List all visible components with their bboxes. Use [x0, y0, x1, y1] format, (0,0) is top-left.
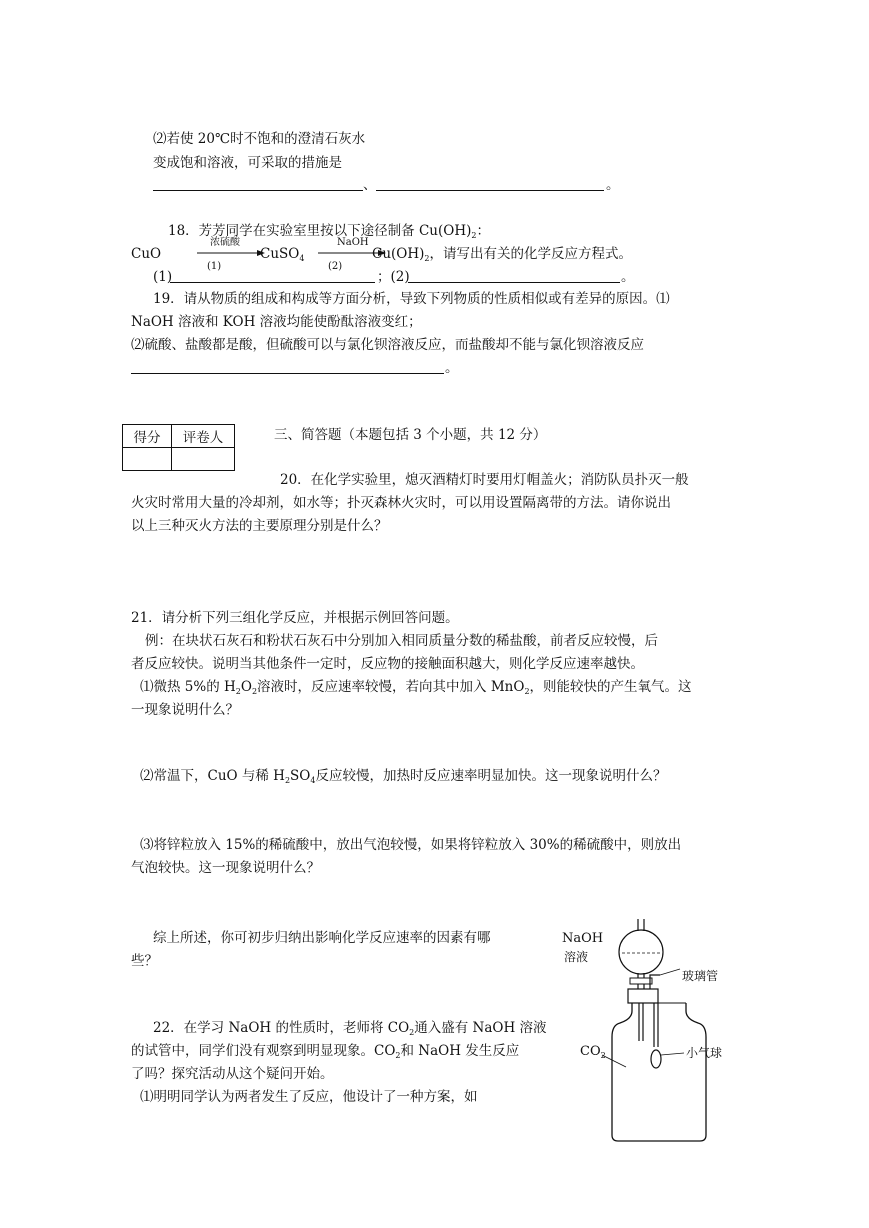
- q18-intro: 18．芳芳同学在实验室里按以下途径制备 $Cu(OH)_2$：: [168, 223, 490, 240]
- q18-arrow1: [197, 249, 265, 257]
- figure-label-solution: 溶液: [564, 950, 589, 964]
- balloon: [651, 1050, 661, 1068]
- label-line-glass-tube: [660, 969, 680, 975]
- q22-line2: 的试管中，同学们没有观察到明显现象。$CO_2$和 NaOH 发生反应: [131, 1043, 520, 1060]
- q20-line3: 以上三种灭火方法的主要原理分别是什么？: [131, 518, 388, 534]
- score-table: [122, 424, 235, 471]
- q18-arrow2-step: (2): [328, 261, 343, 272]
- q20-line2: 火灾时常用大量的冷却剂，如水等；扑灭森林火灾时，可以用设置隔离带的方法。请你说出: [131, 495, 671, 511]
- q17-answer-blank-1[interactable]: [153, 190, 363, 191]
- q21-part1-line1: ⑴微热 5%的 $H_2O_2$溶液时，反应速率较慢，若向其中加入 MnO$_2$，则能较快的产生氧气。这: [140, 679, 692, 696]
- q17-separator: 、: [363, 177, 377, 193]
- q19-line1: 19．请从物质的组成和构成等方面分析，导致下列物质的性质相似或有差异的原因。⑴: [153, 291, 670, 307]
- q18-cuoh2: $Cu(OH)_2$，请写出有关的化学反应方程式。: [372, 246, 632, 263]
- q17-line1: ⑵若使 20℃时不饱和的澄清石灰水: [153, 131, 366, 147]
- q21-line1: 21．请分析下列三组化学反应，并根据示例回答问题。: [131, 610, 459, 626]
- q19-line2: NaOH 溶液和 KOH 溶液均能使酚酞溶液变红；: [131, 314, 422, 330]
- figure-label-glass-tube: 玻璃管: [682, 969, 719, 983]
- q21-summary-line2: 些？: [131, 953, 158, 969]
- stopcock: [630, 978, 652, 984]
- q17-answer-blank-2[interactable]: [376, 190, 604, 191]
- q21-part2: ⑵常温下，CuO 与稀 $H_2SO_4$反应较慢，加热时反应速率明显加快。这一现象说明什么？: [140, 768, 667, 785]
- q18-cuo: CuO: [131, 246, 162, 262]
- q21-part3-line2: 气泡较快。这一现象说明什么？: [131, 860, 320, 876]
- q18-answer-blank-1[interactable]: [170, 282, 375, 283]
- apparatus-figure: [560, 915, 760, 1145]
- score-table-header-grader: 评卷人: [172, 425, 235, 448]
- q18-answer-blank-2[interactable]: [408, 282, 620, 283]
- bottle: [612, 1003, 706, 1141]
- q18-cuso4: CuSO$_4$: [260, 246, 305, 263]
- q18-arrow1-reagent: 浓硫酸: [210, 237, 240, 248]
- q22-line3: 了吗？探究活动从这个疑问开始。: [131, 1066, 334, 1082]
- score-table-header-score: 得分: [123, 425, 172, 448]
- stopper: [628, 989, 658, 1003]
- q18-arrow2-reagent: NaOH: [337, 237, 369, 248]
- q21-part1-line2: 一现象说明什么？: [131, 702, 239, 718]
- q21-summary-line1: 综上所述，你可初步归纳出影响化学反应速率的因素有哪: [153, 930, 491, 946]
- q19-end: 。: [445, 360, 459, 376]
- funnel-bulb: [619, 930, 663, 974]
- q21-example-line2: 者反应较快。说明当其他条件一定时，反应物的接触面积越大，则化学反应速率越快。: [131, 656, 644, 672]
- q17-line2: 变成饱和溶液，可采取的措施是: [153, 155, 342, 171]
- q21-part3-line1: ⑶将锌粒放入 15%的稀硫酸中，放出气泡较慢，如果将锌粒放入 30%的稀硫酸中，则放出: [140, 837, 682, 853]
- figure-label-co2: $CO_2$: [580, 1044, 606, 1060]
- q17-end: 。: [606, 177, 620, 193]
- q22-line4: ⑴明明同学认为两者发生了反应，他设计了一种方案，如: [140, 1089, 478, 1105]
- figure-label-naoh: NaOH: [562, 931, 604, 946]
- q22-line1: 22．在学习 NaOH 的性质时，老师将 $CO_2$通入盛有 NaOH 溶液: [153, 1020, 547, 1037]
- q19-answer-blank[interactable]: [131, 373, 444, 374]
- q18-answer2-label: ；(2): [377, 269, 410, 285]
- q20-line1: 20．在化学实验里，熄灭酒精灯时要用灯帽盖火；消防队员扑灭一般: [280, 472, 689, 488]
- q18-answer1-label: (1): [153, 269, 173, 285]
- label-line-balloon: [661, 1053, 684, 1055]
- section3-title: 三、简答题（本题包括 3 个小题，共 12 分）: [274, 427, 547, 443]
- score-cell[interactable]: [123, 448, 172, 471]
- q19-line3: ⑵硫酸、盐酸都是酸，但硫酸可以与氯化钡溶液反应，而盐酸却不能与氯化钡溶液反应: [131, 337, 644, 353]
- figure-label-balloon: 小气球: [686, 1046, 723, 1060]
- q21-example-line1: 例：在块状石灰石和粉状石灰石中分别加入相同质量分数的稀盐酸，前者反应较慢，后: [145, 633, 658, 649]
- q18-end: 。: [621, 269, 635, 285]
- q18-arrow1-step: (1): [207, 261, 222, 272]
- grader-cell[interactable]: [172, 448, 235, 471]
